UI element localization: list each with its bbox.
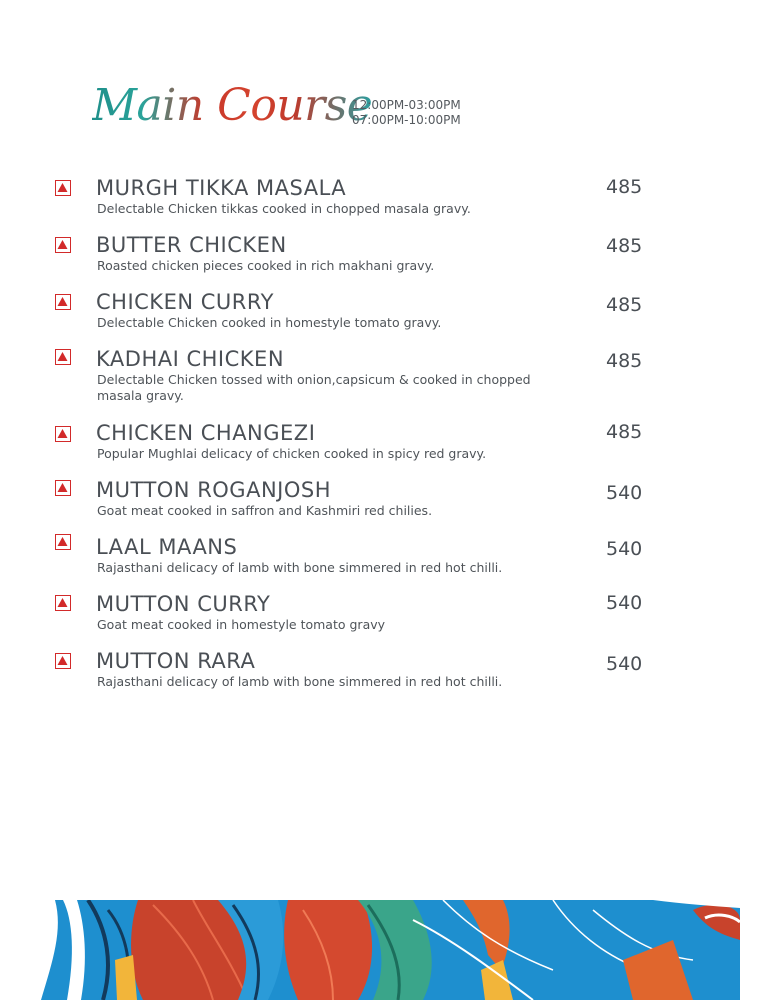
- item-price: 485: [606, 421, 643, 443]
- item-name: MUTTON RARA: [96, 649, 256, 673]
- tropical-leaf-banner: [33, 900, 740, 1000]
- item-price: 540: [606, 592, 643, 614]
- non-veg-triangle-icon: [55, 534, 71, 550]
- item-name: CHICKEN CHANGEZI: [96, 421, 316, 445]
- item-description: Rajasthani delicacy of lamb with bone simmered in red hot chilli.: [97, 674, 503, 689]
- non-veg-triangle-icon: [55, 180, 71, 196]
- non-veg-triangle-icon: [55, 480, 71, 496]
- item-description: Goat meat cooked in saffron and Kashmiri red chilies.: [97, 503, 433, 518]
- item-price: 485: [606, 176, 643, 198]
- item-description: Roasted chicken pieces cooked in rich makhani gravy.: [97, 258, 435, 273]
- item-name: MURGH TIKKA MASALA: [96, 176, 347, 200]
- item-price: 485: [606, 235, 643, 257]
- item-name: MUTTON ROGANJOSH: [96, 478, 332, 502]
- item-price: 485: [606, 350, 643, 372]
- item-name: BUTTER CHICKEN: [96, 233, 287, 257]
- item-name: MUTTON CURRY: [96, 592, 271, 616]
- item-name: LAAL MAANS: [96, 535, 238, 559]
- item-description: Delectable Chicken cooked in homestyle tomato gravy.: [97, 315, 442, 330]
- non-veg-triangle-icon: [55, 237, 71, 253]
- non-veg-triangle-icon: [55, 294, 71, 310]
- item-price: 485: [606, 294, 643, 316]
- item-description: Delectable Chicken tikkas cooked in chopped masala gravy.: [97, 201, 471, 216]
- non-veg-triangle-icon: [55, 349, 71, 365]
- item-price: 540: [606, 482, 643, 504]
- non-veg-triangle-icon: [55, 595, 71, 611]
- lunch-hours: 12:00PM-03:00PM: [352, 98, 461, 112]
- item-name: KADHAI CHICKEN: [96, 347, 285, 371]
- item-description: Popular Mughlai delicacy of chicken cooked in spicy red gravy.: [97, 446, 487, 461]
- item-description: Delectable Chicken tossed with onion,capsicum & cooked in chopped masala gravy.: [97, 372, 531, 403]
- item-description: Goat meat cooked in homestyle tomato gravy: [97, 617, 386, 632]
- leaf-pattern-illustration: [33, 900, 740, 1000]
- item-price: 540: [606, 653, 643, 675]
- item-name: CHICKEN CURRY: [96, 290, 274, 314]
- non-veg-triangle-icon: [55, 653, 71, 669]
- page-title: Main Course: [92, 80, 373, 131]
- item-description: Rajasthani delicacy of lamb with bone simmered in red hot chilli.: [97, 560, 503, 575]
- non-veg-triangle-icon: [55, 426, 71, 442]
- item-price: 540: [606, 538, 643, 560]
- dinner-hours: 07:00PM-10:00PM: [352, 112, 461, 127]
